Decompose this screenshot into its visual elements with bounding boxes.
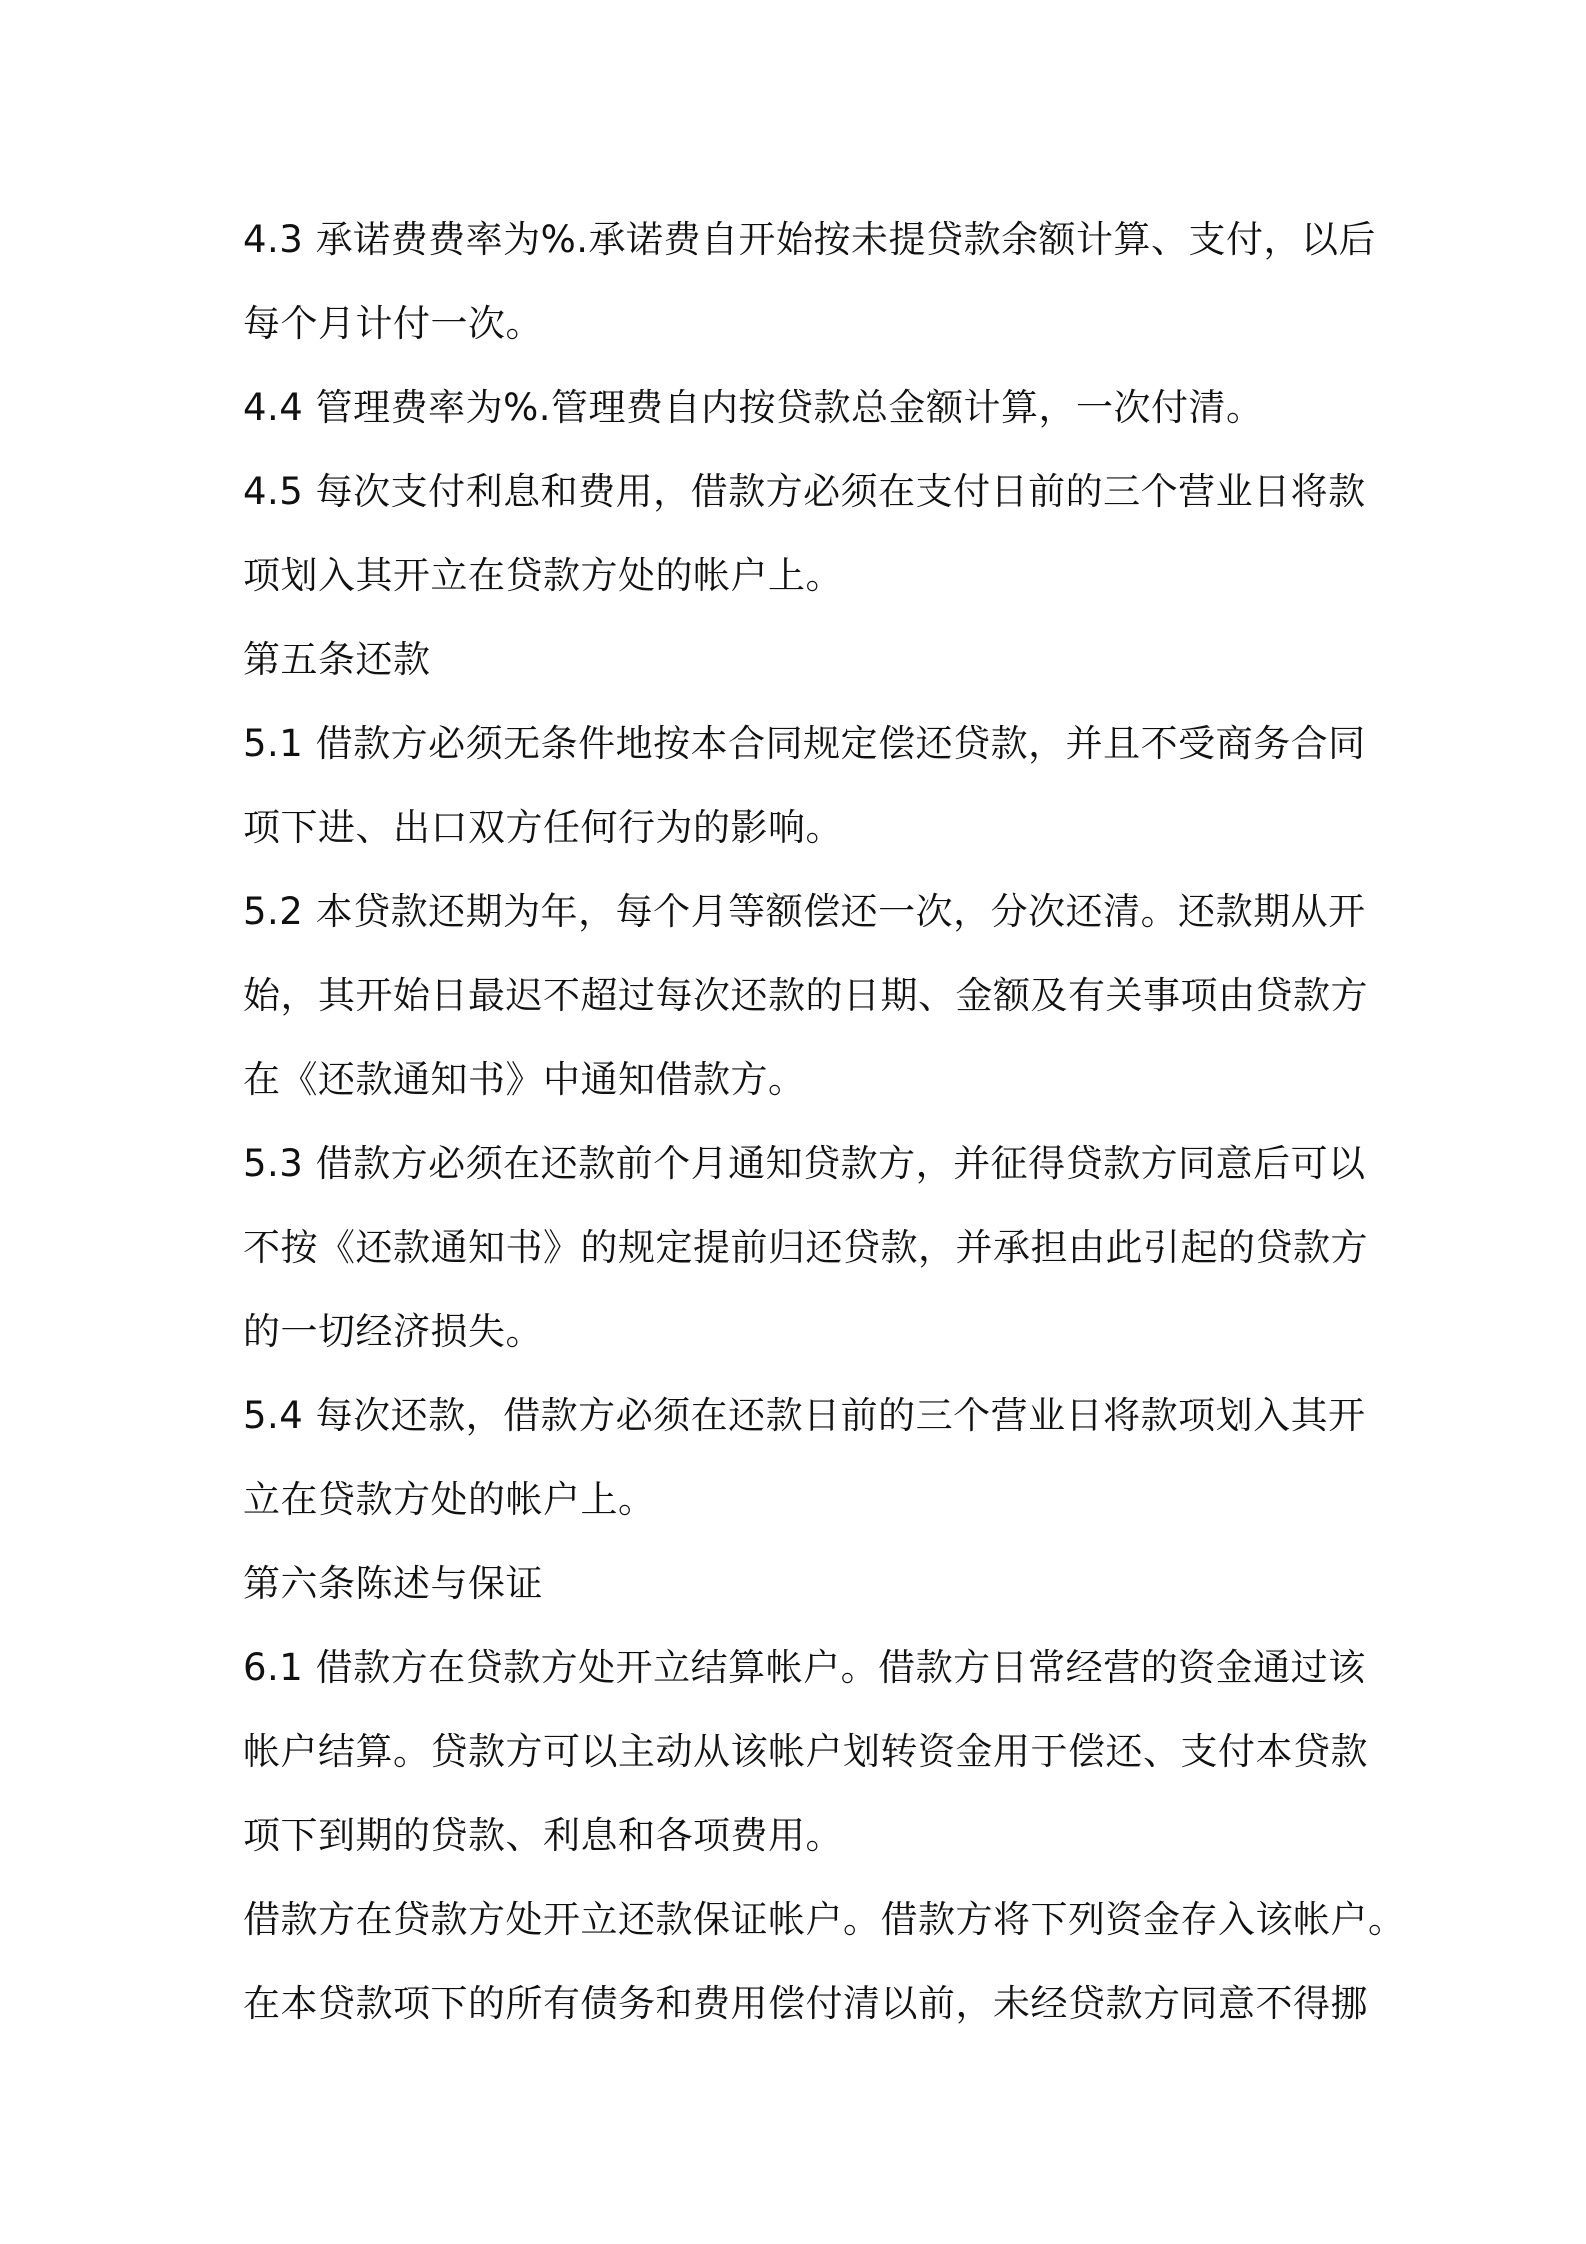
text-line: 立在贷款方处的帐户上。 — [243, 1478, 656, 1521]
text-line: 4.4 管理费率为%.管理费自内按贷款总金额计算，一次付清。 — [243, 386, 1264, 429]
section-heading: 第五条还款 — [243, 638, 431, 681]
text-line: 借款方在贷款方处开立还款保证帐户。借款方将下列资金存入该帐户。 — [243, 1898, 1406, 1941]
text-line: 4.5 每次支付利息和费用，借款方必须在支付日前的三个营业日将款 — [243, 470, 1366, 513]
section-heading: 第六条陈述与保证 — [243, 1562, 543, 1605]
text-line: 5.2 本贷款还期为年，每个月等额偿还一次，分次还清。还款期从开 — [243, 890, 1366, 933]
text-line: 始，其开始日最迟不超过每次还款的日期、金额及有关事项由贷款方 — [243, 974, 1368, 1017]
document-body — [243, 198, 1406, 2046]
text-line: 5.1 借款方必须无条件地按本合同规定偿还贷款，并且不受商务合同 — [243, 722, 1366, 765]
text-line: 不按《还款通知书》的规定提前归还贷款，并承担由此引起的贷款方 — [243, 1226, 1368, 1269]
text-line: 项下到期的贷款、利息和各项费用。 — [243, 1814, 843, 1857]
text-line: 在《还款通知书》中通知借款方。 — [243, 1058, 806, 1101]
text-line: 6.1 借款方在贷款方处开立结算帐户。借款方日常经营的资金通过该 — [243, 1646, 1366, 1689]
text-line: 项划入其开立在贷款方处的帐户上。 — [243, 554, 843, 597]
text-line: 项下进、出口双方任何行为的影响。 — [243, 806, 843, 849]
text-line: 在本贷款项下的所有债务和费用偿付清以前，未经贷款方同意不得挪 — [243, 1982, 1368, 2025]
text-line: 的一切经济损失。 — [243, 1310, 543, 1353]
text-line: 5.3 借款方必须在还款前个月通知贷款方，并征得贷款方同意后可以 — [243, 1142, 1366, 1185]
text-line: 4.3 承诺费费率为%.承诺费自开始按未提贷款余额计算、支付，以后 — [243, 218, 1377, 261]
text-line: 帐户结算。贷款方可以主动从该帐户划转资金用于偿还、支付本贷款 — [243, 1730, 1368, 1773]
text-line: 每个月计付一次。 — [243, 302, 543, 345]
text-line: 5.4 每次还款，借款方必须在还款日前的三个营业日将款项划入其开 — [243, 1394, 1366, 1437]
